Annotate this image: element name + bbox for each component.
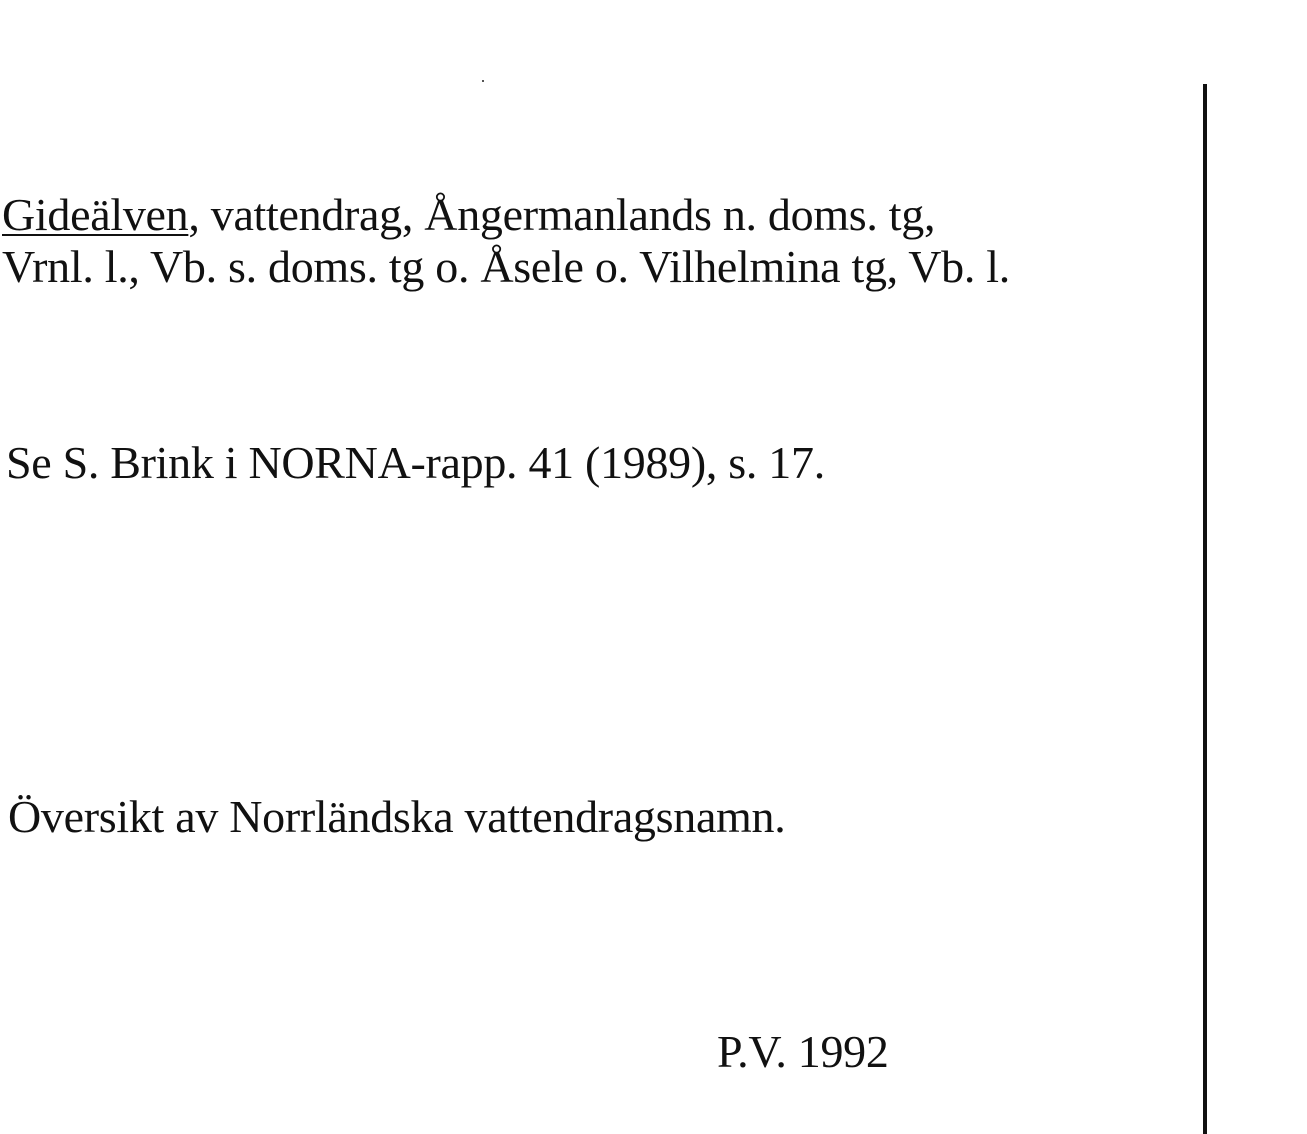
card-edge-rule xyxy=(1203,84,1207,1134)
ink-speck xyxy=(482,80,484,82)
overview-note: Översikt av Norrländska vattendragsnamn. xyxy=(8,791,786,842)
signature-date: P.V. 1992 xyxy=(717,1026,889,1077)
reference-note: Se S. Brink i NORNA-rapp. 41 (1989), s. 17. xyxy=(6,437,825,488)
headword: Gideälven xyxy=(2,189,189,240)
entry-line-2: Vrnl. l., Vb. s. doms. tg o. Åsele o. Vilhelmina tg, Vb. l. xyxy=(2,241,1010,292)
entry-description: , vattendrag, Ångermanlands n. doms. tg, xyxy=(188,189,936,240)
entry-line-1 xyxy=(2,189,936,240)
